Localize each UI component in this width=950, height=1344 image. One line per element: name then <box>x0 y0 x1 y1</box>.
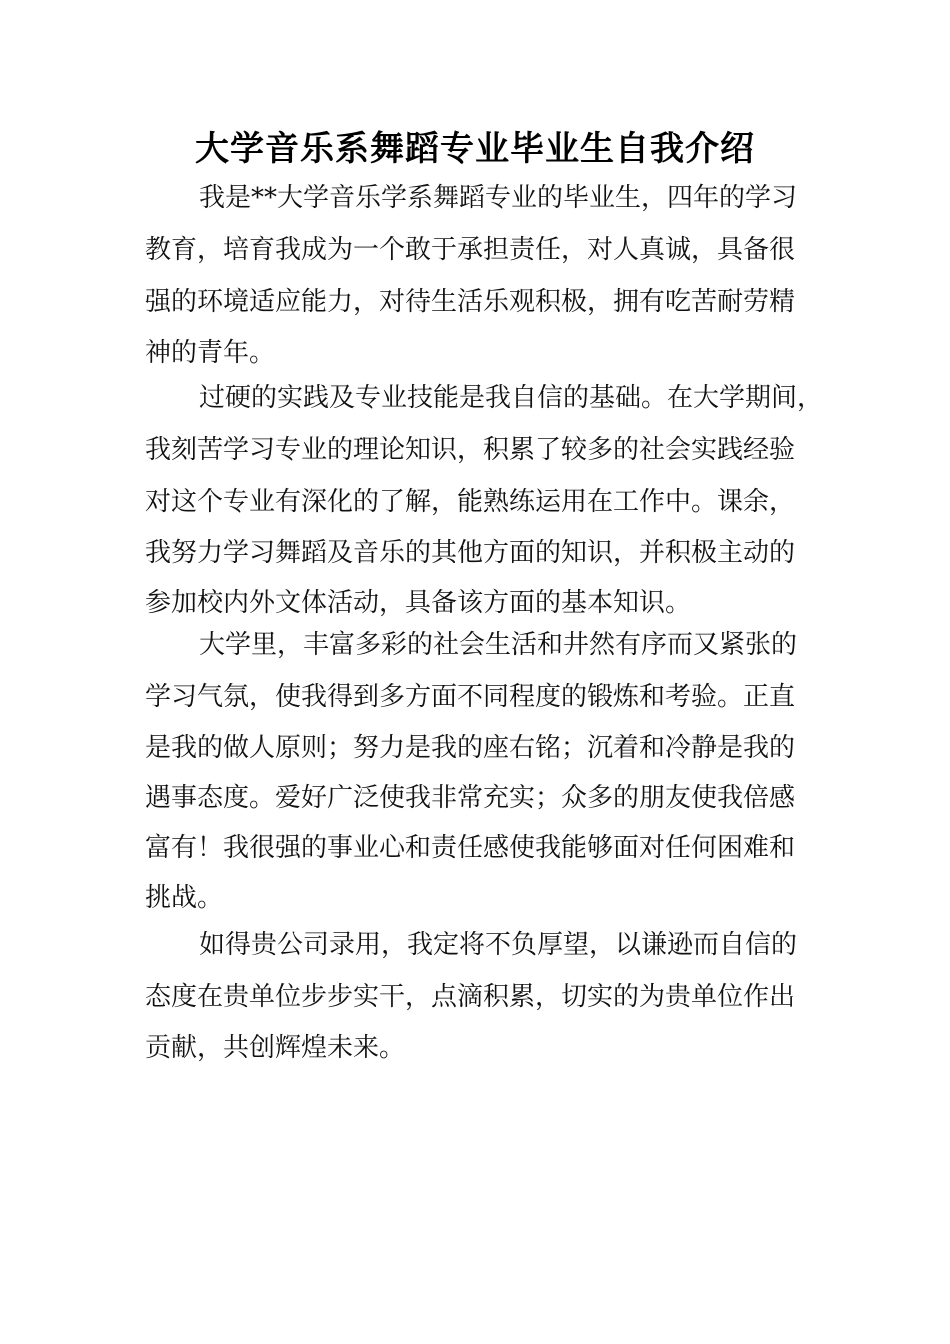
paragraph-1-line-2: 教育，培育我成为一个敢于承担责任，对人真诚，具备很 <box>145 235 796 265</box>
paragraph-3-line-1: 大学里，丰富多彩的社会生活和井然有序而又紧张的 <box>199 630 798 660</box>
paragraph-1-line-3: 强的环境适应能力，对待生活乐观积极，拥有吃苦耐劳精 <box>145 287 796 317</box>
paragraph-4-line-1: 如得贵公司录用，我定将不负厚望，以谦逊而自信的 <box>199 930 798 960</box>
paragraph-3-line-6: 挑战。 <box>145 883 224 913</box>
paragraph-3-line-3: 是我的做人原则；努力是我的座右铭；沉着和冷静是我的 <box>145 733 796 763</box>
paragraph-1-line-4: 神的青年。 <box>145 338 276 368</box>
document-title: 大学音乐系舞蹈专业毕业生自我介绍 <box>195 129 755 169</box>
paragraph-3-line-4: 遇事态度。爱好广泛使我非常充实；众多的朋友使我倍感 <box>145 783 796 813</box>
paragraph-3-line-5: 富有！我很强的事业心和责任感使我能够面对任何困难和 <box>145 833 796 863</box>
paragraph-1-line-1: 我是**大学音乐学系舞蹈专业的毕业生，四年的学习 <box>199 183 798 213</box>
paragraph-2-line-3: 对这个专业有深化的了解，能熟练运用在工作中。课余， <box>145 487 796 517</box>
paragraph-3-line-2: 学习气氛，使我得到多方面不同程度的锻炼和考验。正直 <box>145 682 796 712</box>
paragraph-2-line-5: 参加校内外文体活动，具备该方面的基本知识。 <box>145 588 692 618</box>
paragraph-2-line-2: 我刻苦学习专业的理论知识，积累了较多的社会实践经验 <box>145 435 796 465</box>
paragraph-2-line-4: 我努力学习舞蹈及音乐的其他方面的知识，并积极主动的 <box>145 538 796 568</box>
paragraph-2-line-1: 过硬的实践及专业技能是我自信的基础。在大学期间， <box>199 383 824 413</box>
paragraph-4-line-2: 态度在贵单位步步实干，点滴积累，切实的为贵单位作出 <box>145 982 796 1012</box>
paragraph-4-line-3: 贡献，共创辉煌未来。 <box>145 1033 406 1063</box>
